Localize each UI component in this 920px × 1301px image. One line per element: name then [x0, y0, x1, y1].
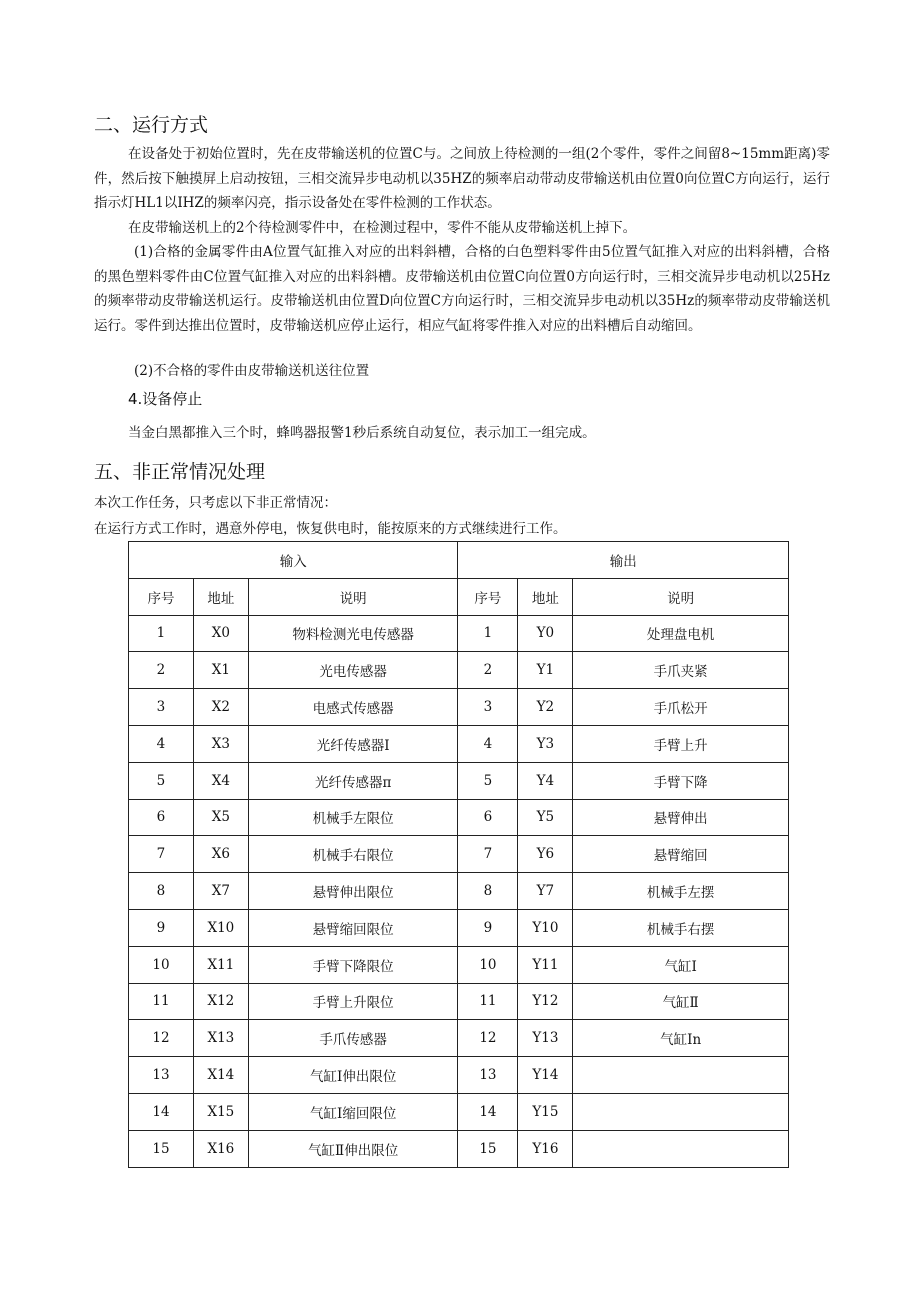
table-cell: Y12	[518, 983, 573, 1020]
table-cell: 13	[129, 1057, 194, 1094]
table-cell: 气缸Ⅱ	[573, 983, 789, 1020]
table-cell: 机械手左摆	[573, 873, 789, 910]
table-row	[129, 725, 789, 762]
table-row	[129, 799, 789, 836]
table-cell: Y5	[518, 799, 573, 836]
paragraph: 当金白黑都推入三个时，蜂鸣器报警1秒后系统自动复位，表示加工一组完成。	[128, 425, 596, 441]
table-cell: X6	[193, 836, 248, 873]
paragraph: 在皮带输送机上的2个待检测零件中，在检测过程中，零件不能从皮带输送机上掉下。	[128, 220, 637, 236]
table-cell: 2	[129, 652, 194, 689]
table-cell: 11	[129, 983, 194, 1020]
table-cell: 6	[458, 799, 518, 836]
column-header: 说明	[573, 578, 789, 615]
table-cell: X3	[193, 725, 248, 762]
table-row	[129, 1057, 789, 1094]
output-header: 输出	[458, 542, 789, 579]
table-cell: 手臂下降	[573, 762, 789, 799]
table-cell: 14	[458, 1093, 518, 1130]
table-row	[129, 836, 789, 873]
table-cell: 8	[458, 873, 518, 910]
table-cell: 气缸Ⅰ	[573, 946, 789, 983]
table-cell: 手爪传感器	[248, 1020, 458, 1057]
table-cell: X1	[193, 652, 248, 689]
input-header: 输入	[129, 542, 458, 579]
table-cell: X5	[193, 799, 248, 836]
table-row	[129, 983, 789, 1020]
table-row	[129, 615, 789, 652]
table-cell: Y0	[518, 615, 573, 652]
table-row	[129, 1130, 789, 1167]
table-cell: 10	[458, 946, 518, 983]
table-cell: 5	[458, 762, 518, 799]
table-row	[129, 762, 789, 799]
table-cell: 手爪松开	[573, 689, 789, 726]
paragraph: 本次工作任务，只考虑以下非正常情况：	[94, 495, 337, 511]
table-cell: 手爪夹紧	[573, 652, 789, 689]
table-cell: 1	[129, 615, 194, 652]
table-cell: 4	[129, 725, 194, 762]
table-cell	[573, 1093, 789, 1130]
table-cell: X16	[193, 1130, 248, 1167]
table-cell: Y4	[518, 762, 573, 799]
paragraph: 在运行方式工作时，遇意外停电，恢复供电时，能按原来的方式继续进行工作。	[94, 521, 567, 537]
table-cell: 12	[458, 1020, 518, 1057]
table-cell: 15	[129, 1130, 194, 1167]
table-cell: 处理盘电机	[573, 615, 789, 652]
table-cell: 7	[129, 836, 194, 873]
table-cell: X7	[193, 873, 248, 910]
table-row	[129, 873, 789, 910]
io-table	[128, 541, 789, 1168]
table-cell: 8	[129, 873, 194, 910]
table-cell: 6	[129, 799, 194, 836]
table-cell: 10	[129, 946, 194, 983]
table-cell: 悬臂伸出	[573, 799, 789, 836]
table-cell: 3	[129, 689, 194, 726]
table-cell: 气缸In	[573, 1020, 789, 1057]
table-cell	[573, 1130, 789, 1167]
table-cell: X2	[193, 689, 248, 726]
table-cell: 光纤传感器Ⅰ	[248, 725, 458, 762]
table-cell: 机械手右限位	[248, 836, 458, 873]
table-cell: 悬臂伸出限位	[248, 873, 458, 910]
column-header: 说明	[248, 578, 458, 615]
table-cell: 2	[458, 652, 518, 689]
table-cell: 悬臂缩回	[573, 836, 789, 873]
table-cell: 机械手左限位	[248, 799, 458, 836]
table-cell	[573, 1057, 789, 1094]
column-header: 序号	[129, 578, 194, 615]
section-title-abnormal: 五、非正常情况处理	[94, 461, 266, 483]
table-cell: X4	[193, 762, 248, 799]
table-cell: X13	[193, 1020, 248, 1057]
table-cell: 13	[458, 1057, 518, 1094]
table-cell: Y13	[518, 1020, 573, 1057]
table-cell: Y11	[518, 946, 573, 983]
table-cell: X11	[193, 946, 248, 983]
table-cell: 14	[129, 1093, 194, 1130]
table-cell: 电感式传感器	[248, 689, 458, 726]
table-cell: 气缸Ⅰ缩回限位	[248, 1093, 458, 1130]
table-cell: Y3	[518, 725, 573, 762]
table-cell: X12	[193, 983, 248, 1020]
table-cell: 手臂上升限位	[248, 983, 458, 1020]
paragraph: (1)合格的金属零件由A位置气缸推入对应的出料斜槽，合格的白色塑料零件由5位置气缸推入对应的出料斜槽，合格的黑色塑料零件由C位置气缸推入对应的出料斜槽。皮带输送机由位置C向位置0方向运行时，三相交流异步电动机以25Hz的频率带动皮带输送机运行。皮带输送机由位置D向位置C方向运行时，三相交流异步电动机以35Hz的频率带动皮带输送机运行。零件到达推出位置时，皮带输送机应停止运行，相应气缸将零件推入对应的出料槽后自动缩回。	[94, 244, 830, 334]
column-header: 地址	[518, 578, 573, 615]
table-row	[129, 689, 789, 726]
subsection-title-stop: 4.设备停止	[128, 390, 203, 408]
paragraph: (2)不合格的零件由皮带输送机送往位置	[134, 363, 370, 379]
table-cell: 7	[458, 836, 518, 873]
table-cell: 12	[129, 1020, 194, 1057]
table-cell: 气缸Ⅰ伸出限位	[248, 1057, 458, 1094]
table-cell: 3	[458, 689, 518, 726]
table-cell: 物料检测光电传感器	[248, 615, 458, 652]
table-cell: 11	[458, 983, 518, 1020]
table-row	[129, 946, 789, 983]
table-cell: 手臂上升	[573, 725, 789, 762]
table-row	[129, 1093, 789, 1130]
table-cell: Y14	[518, 1057, 573, 1094]
table-cell: X14	[193, 1057, 248, 1094]
table-cell: Y16	[518, 1130, 573, 1167]
table-cell: X0	[193, 615, 248, 652]
column-header: 序号	[458, 578, 518, 615]
table-cell: Y6	[518, 836, 573, 873]
table-cell: Y7	[518, 873, 573, 910]
table-cell: X10	[193, 909, 248, 946]
table-cell: 光电传感器	[248, 652, 458, 689]
table-cell: Y10	[518, 909, 573, 946]
table-row	[129, 652, 789, 689]
table-cell: 4	[458, 725, 518, 762]
table-cell: X15	[193, 1093, 248, 1130]
table-cell: 机械手右摆	[573, 909, 789, 946]
table-row	[129, 909, 789, 946]
table-cell: Y15	[518, 1093, 573, 1130]
table-cell: 9	[129, 909, 194, 946]
paragraph: 在设备处于初始位置时，先在皮带输送机的位置C与。之间放上待检测的一组(2个零件，零件之间留8~15mm距离)零件，然后按下触摸屏上启动按钮，三相交流异步电动机以35HZ的频率启动带动皮带输送机由位置0向位置C方向运行，运行指示灯HL1以IHZ的频率闪亮，指示设备处在零件检测的工作状态。	[94, 146, 830, 211]
table-row	[129, 1020, 789, 1057]
table-cell: Y2	[518, 689, 573, 726]
column-header: 地址	[193, 578, 248, 615]
table-cell: 15	[458, 1130, 518, 1167]
table-cell: 悬臂缩回限位	[248, 909, 458, 946]
table-cell: 光纤传感器π	[248, 762, 458, 799]
table-cell: Y1	[518, 652, 573, 689]
table-cell: 5	[129, 762, 194, 799]
table-cell: 气缸Ⅱ伸出限位	[248, 1130, 458, 1167]
table-cell: 手臂下降限位	[248, 946, 458, 983]
section-title-operation: 二、运行方式	[94, 114, 209, 136]
table-cell: 9	[458, 909, 518, 946]
table-cell: 1	[458, 615, 518, 652]
